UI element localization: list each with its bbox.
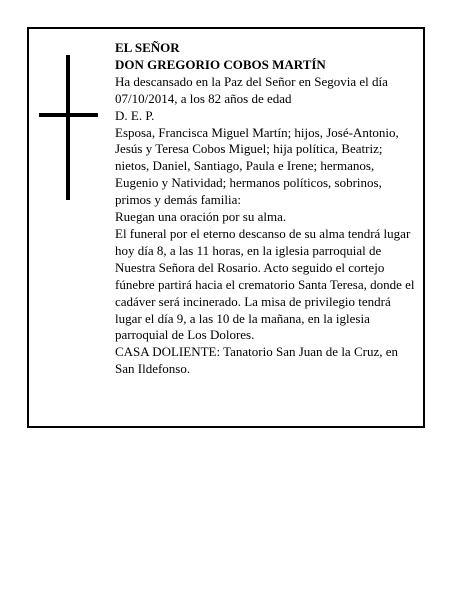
notice-text [115, 40, 417, 378]
notice-title: EL SEÑOR [115, 40, 180, 55]
prayer-request: Ruegan una oración por su alma. [115, 209, 287, 225]
cross-icon [39, 55, 99, 200]
cross-vertical-bar [66, 55, 70, 200]
death-announcement-line-1: Ha descansado en la Paz del Señor en Segovia el día [115, 73, 388, 89]
cross-horizontal-bar [39, 113, 98, 117]
funeral-details: El funeral por el eterno descanso de su alma tendrá lugar hoy día 8, a las 11 horas, en la iglesia parroquial de Nuestra Señora del Rosario. Acto seguido el cortejo fúnebre partirá hacia el crematorio Santa Teresa, donde el cadáver será incinerado. La misa de privilegio tendrá lugar el día 9, a las 10 de la mañana, en la iglesia parroquial de Los Dolores. [115, 225, 415, 343]
family-list: Esposa, Francisca Miguel Martín; hijos, José-Antonio, Jesús y Teresa Cobos Miguel; hija política, Beatriz; nietos, Daniel, Santiago, Paula e Irene; hermanos, Eugenio y Natividad; hermanos políticos, sobrinos, primos y demás familia: [115, 124, 399, 208]
deceased-name: DON GREGORIO COBOS MARTÍN [115, 56, 326, 72]
rip-text: D. E. P. [115, 107, 155, 123]
obituary-notice [27, 27, 425, 428]
funeral-home-info: CASA DOLIENTE: Tanatorio San Juan de la Cruz, en San Ildefonso. [115, 344, 398, 377]
death-announcement-line-2: 07/10/2014, a los 82 años de edad [115, 90, 292, 106]
